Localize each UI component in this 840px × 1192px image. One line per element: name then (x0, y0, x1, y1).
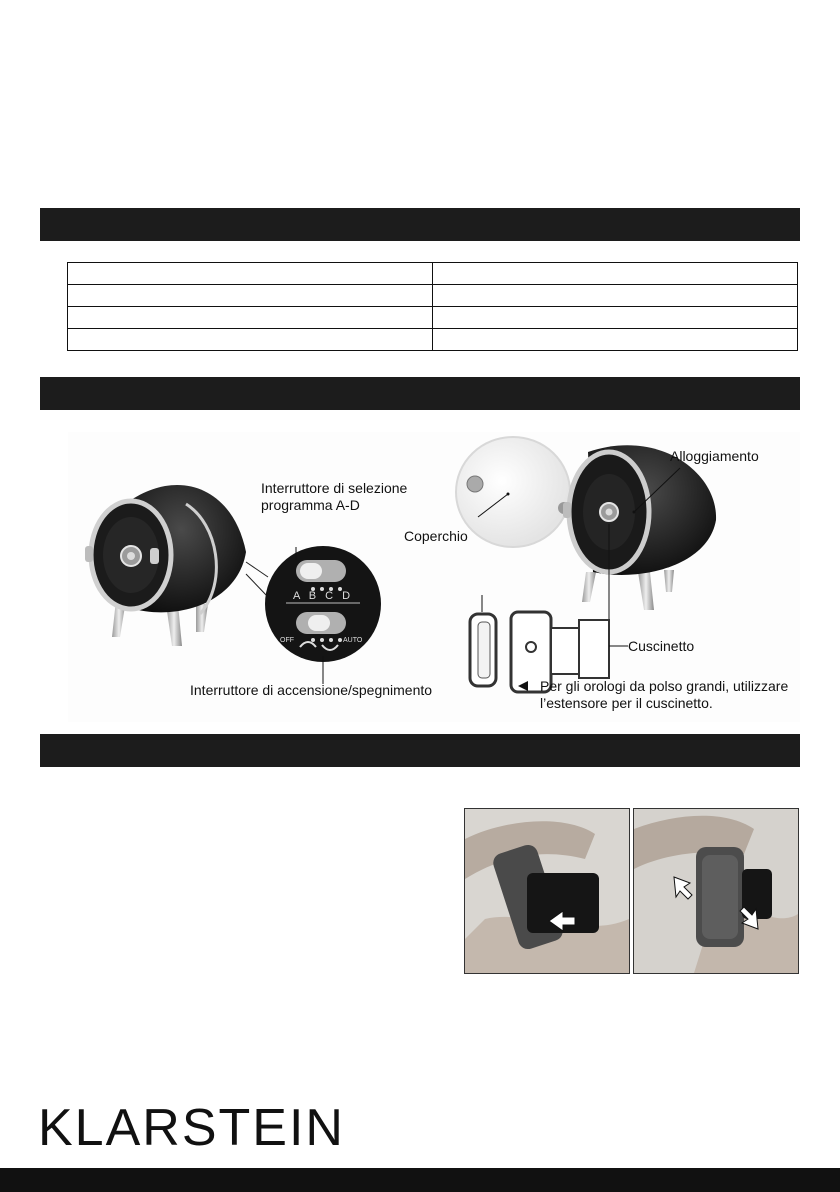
power-switch-label: Interruttore di accensione/spegnimento (190, 682, 433, 698)
table-row (68, 263, 798, 285)
product-illustration (68, 432, 800, 722)
housing-label: Alloggiamento (670, 448, 759, 464)
cover-disc (456, 437, 570, 547)
table-cell (68, 329, 433, 351)
right-watch-winder (563, 445, 716, 646)
table-cell (433, 285, 798, 307)
cushion-label: Cuscinetto (628, 638, 695, 654)
footer-bar (0, 1168, 840, 1192)
spec-table (67, 262, 798, 351)
brand-logo: KLARSTEIN (38, 1099, 345, 1157)
table-cell (68, 307, 433, 329)
left-watch-winder (85, 485, 246, 646)
table-row (68, 329, 798, 351)
table-cell (68, 263, 433, 285)
table-cell (433, 329, 798, 351)
program-letters: A B C D (293, 590, 354, 602)
photo-watch-mounting-1 (464, 808, 630, 974)
table-cell (433, 307, 798, 329)
cover-label: Coperchio (404, 528, 468, 544)
table-row (68, 307, 798, 329)
table-row (68, 285, 798, 307)
photo-watch-mounting-2 (633, 808, 799, 974)
control-panel-zoom (246, 546, 381, 684)
selector-switch-label: Interruttore di selezione programma A-D (261, 480, 408, 513)
section-header-bar (40, 377, 800, 410)
auto-label: AUTO (343, 637, 363, 644)
table-cell (433, 263, 798, 285)
section-header-bar (40, 208, 800, 241)
extender-note: Per gli orologi da polso grandi, utilizzare l’estensore per il cuscinetto. (540, 678, 789, 711)
section-header-bar (40, 734, 800, 767)
off-label: OFF (280, 637, 294, 644)
table-cell (68, 285, 433, 307)
